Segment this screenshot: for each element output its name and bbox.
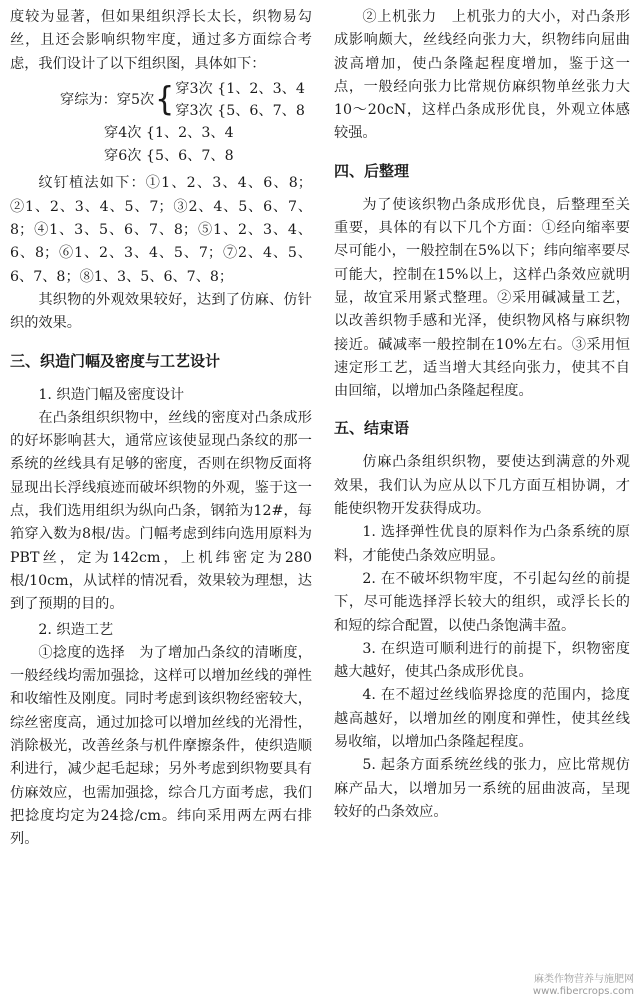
threading-row-2: 穿4次 {1、2、3、4 — [104, 124, 234, 141]
paragraph-density: 在凸条组织织物中，丝线的密度对凸条成形的好坏影响甚大，通常应该使显现凸条纹的那一系统的丝线具有足够的密度，否则在织物反面将显现出长浮线痕迹而破坏织物的外观，鉴于这一点，我们选用组织为纵向凸条，钢筘为12#，每筘穿入数为8根/齿。门幅考虑到纬向选用原料为PBT丝，定为142cm，上机纬密定为280根/10cm，从试样的情况看，效果较为理想，达到了预期的目的。 — [10, 409, 312, 613]
conclusion-item-4: 4. 在不超过丝线临界捻度的范围内，捻度越高越好，以增加丝的刚度和弹性，使其丝线易收缩，以增加凸条隆起程度。 — [334, 687, 630, 751]
watermark-site-name: 麻类作物营养与施肥网 — [534, 974, 634, 985]
section-3-heading: 三、织造门幅及密度与工艺设计 — [10, 351, 221, 370]
section-4-heading: 四、后整理 — [334, 161, 410, 180]
subsection-2-heading: 2. 织造工艺 — [38, 621, 114, 638]
paragraph-intro: 度较为显著，但如果组织浮长太长，织物易勾丝，且还会影响织物牢度，通过多方面综合考虑，我们设计了以下组织图，具体如下： — [10, 9, 312, 72]
paragraph-tension: ②上机张力 上机张力的大小，对凸条形成影响颇大，丝线经向张力大，织物纬向屈曲波高增加，使凸条隆起程度增加，鉴于这一点，一般经向张力比常规仿麻织物单丝张力大10～20cN，这样凸条成形优良，外观立体感较强。 — [334, 9, 630, 142]
paragraph-peg-plan: 纹钉植法如下：①1、2、3、4、6、8；②1、2、3、4、5、7；③2、4、5、6、7、8；④1、3、5、6、7、8；⑤1、2、3、4、6、8；⑥1、2、3、4、5、7；⑦2、4、5、6、7、8；⑧1、3、5、6、7、8； — [10, 175, 312, 285]
paragraph-twist: ①捻度的选择 为了增加凸条纹的清晰度，一般经线均需加强捻，这样可以增加丝线的弹性和收缩性及刚度。同时考虑到该织物经密较大，综丝密度高，通过加捻可以增加丝线的光滑性，消除极光，改善丝条与机件摩擦条件，使织造顺利进行，减少起毛起球；另外考虑到织物要具有仿麻效应，也需加强捻，综合几方面考虑，我们把捻度均定为24捻/cm。纬向采用两左两右排列。 — [10, 644, 312, 848]
threading-row-3: 穿6次 {5、6、7、8 — [104, 148, 234, 165]
threading-row-1b: 穿3次 {5、6、7、8 — [175, 102, 305, 119]
subsection-1-heading: 1. 织造门幅及密度设计 — [38, 386, 185, 403]
threading-row-1a: 穿3次 {1、2、3、4 — [175, 80, 305, 97]
threading-scheme — [10, 78, 312, 169]
section-5-heading: 五、结束语 — [334, 419, 410, 438]
paragraph-finishing: 为了使该织物凸条成形优良，后整理至关重要，具体的有以下几个方面：①经向缩率要尽可能小，一般控制在5%以下；纬向缩率要尽可能大，控制在15%以上，这样凸条效应就明显，故宜采用紧式整理。②采用碱减量工艺，以改善织物手感和光泽，使织物风格与麻织物接近。碱减率一般控制在10%左右。③采用恒速定形工艺，适当增大其经向张力，使其不自由回缩，以增加凸条隆起程度。 — [334, 196, 630, 400]
site-watermark — [533, 974, 634, 998]
left-column — [10, 6, 312, 852]
threading-label: 穿综为：穿5次 — [60, 91, 155, 108]
conclusion-item-3: 3. 在织造可顺利进行的前提下，织物密度越大越好，使其凸条成形优良。 — [334, 640, 630, 681]
paragraph-conclusion: 仿麻凸条组织织物，要使达到满意的外观效果，我们认为应从以下几方面互相协调，才能使织物开发获得成功。 — [334, 454, 630, 518]
right-column — [334, 6, 630, 824]
watermark-url: www.fibercrops.com — [532, 986, 634, 997]
brace-symbol: { — [155, 80, 175, 119]
conclusion-item-2: 2. 在不破坏织物牢度，不引起勾丝的前提下，尽可能选择浮长较大的组织，或浮长长的和短的综合配置，以使凸条饱满丰盈。 — [334, 570, 630, 634]
paragraph-effect: 其织物的外观效果较好，达到了仿麻、仿针织的效果。 — [10, 291, 312, 332]
conclusion-item-1: 1. 选择弹性优良的原料作为凸条系统的原料，才能使凸条效应明显。 — [334, 524, 630, 564]
conclusion-item-5: 5. 起条方面系统丝线的张力，应比常规仿麻产品大，以增加另一系统的屈曲波高，呈现较好的凸条效应。 — [334, 757, 630, 820]
